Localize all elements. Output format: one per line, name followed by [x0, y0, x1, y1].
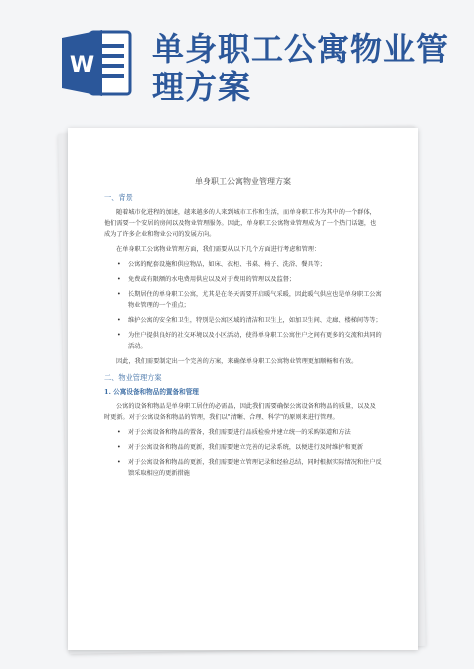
section-heading: 二、物业管理方案: [104, 373, 162, 382]
list-item: [104, 259, 382, 270]
list-item-text: 维护公寓的安全和卫生，特别是公寓区域的清洁和卫生上，如加卫生间、走廊、楼梯间等等；: [128, 317, 382, 324]
document-page: [68, 128, 418, 650]
list-item-text: 对于公寓设备和物品的置备，我们需要进行品质检验并建立统一的采购渠道和方法: [128, 429, 351, 436]
list-item: [104, 442, 382, 453]
document-title: 单身职工公寓物业管理方案: [195, 177, 291, 186]
paragraph: 公寓的设备和物品是单身职工居住的必需品，因此我们需要确保公寓设备和物品的质量，以及及时更新。对于公寓设备和物品的管理，我们以"清晰、合理、科学"的原则来进行管理。: [104, 403, 376, 421]
list-item-text: 公寓的配套设施和供应物品，如床、衣柜、书桌、椅子、洗浴、餐具等；: [128, 261, 326, 268]
bullet-icon: •: [117, 276, 121, 283]
bullet-icon: •: [117, 317, 121, 324]
bullet-icon: •: [117, 261, 121, 268]
list-item-text: 对于公寓设备和物品的更新，我们需要建立管理记录和经验总结，同时根据实际情况和住户反馈采取相应的更新措施: [128, 459, 382, 477]
list-item-text: 长期居住的单身职工公寓，尤其是在冬天需要开启暖气采暖，因此暖气供应也是单身职工公寓物业管理的一个重点；: [128, 291, 382, 309]
list-item: [104, 457, 382, 479]
paragraph: 因此，我们需要制定出一个完善的方案，来确保单身职工公寓物业管理更加顺畅和有效。: [116, 358, 358, 365]
page-title: 单身职工公寓物业管理方案: [152, 30, 450, 106]
section-heading: 一、背景: [104, 193, 133, 202]
bullet-icon: •: [117, 332, 121, 339]
list-item-text: 为住户提供良好的社交环境以及小区活动，使得单身职工公寓住户之间有更多的交流和共同的活动。: [128, 332, 382, 350]
bullet-icon: •: [117, 459, 121, 466]
list-item: [104, 427, 382, 438]
bullet-icon: •: [117, 429, 121, 436]
list-item: [104, 274, 382, 285]
paragraph: 在单身职工公寓物业管理方面，我们需要从以下几个方面进行考虑和管理：: [116, 246, 321, 253]
paragraph: 随着城市化进程的加速，越来越多的人来到城市工作和生活，而单身职工作为其中的一个群体，他们需要一个安居的房间以及物业管理服务。因此，单身职工公寓物业管理成为了一个热门话题，也成为了许多企业和物业公司的发展方向。: [104, 209, 377, 238]
svg-text:W: W: [69, 53, 95, 78]
bullet-icon: •: [117, 291, 121, 298]
list-item: [104, 330, 382, 352]
list-item-text: 对于公寓设备和物品的更新，我们需要建立完善的记录系统，以便进行及时维护和更新: [128, 444, 364, 451]
list-item: [104, 289, 382, 311]
header-banner: [0, 0, 474, 120]
subsection-heading: 1. 公寓设备和物品的置备和管理: [104, 388, 199, 396]
bullet-icon: •: [117, 444, 121, 451]
list-item: [104, 315, 382, 326]
word-icon: [62, 28, 132, 98]
list-item-text: 免费或有限额的水电费用供应以及对于费用的管理以及监督；: [128, 276, 296, 283]
